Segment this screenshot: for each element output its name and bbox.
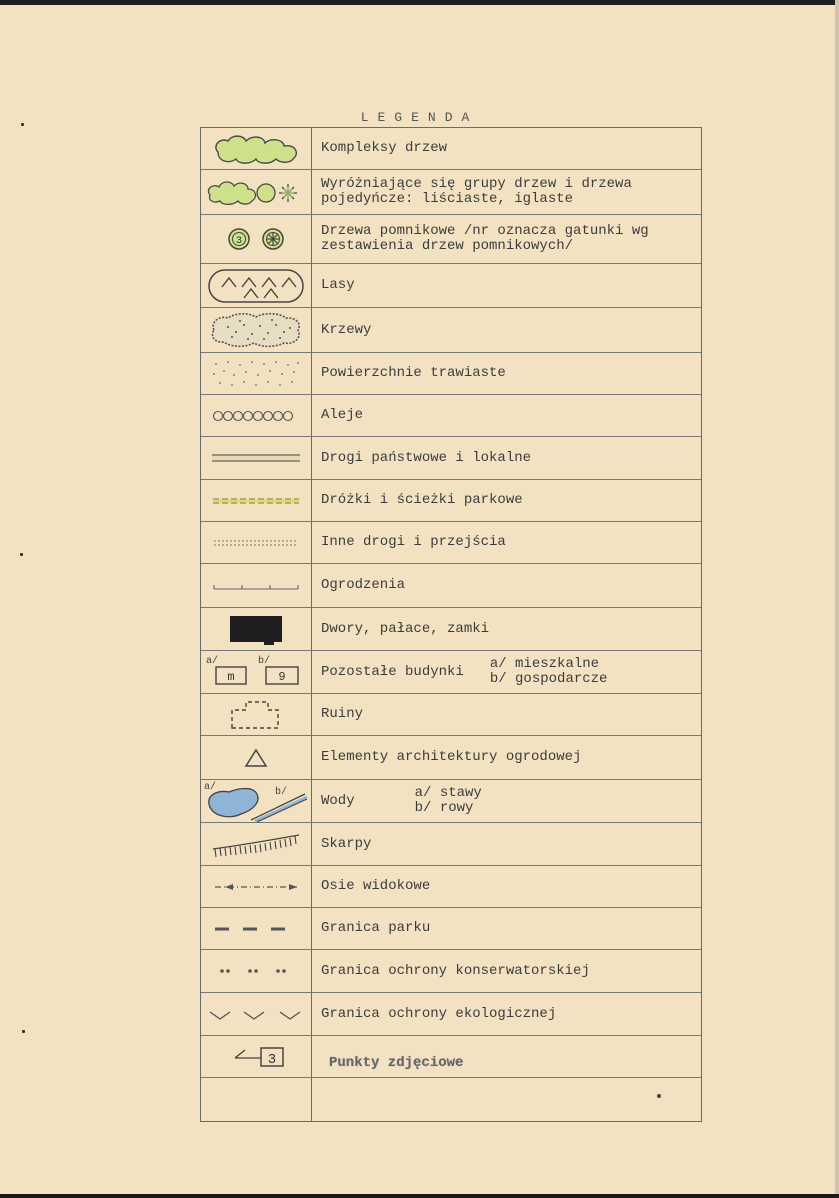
legend-sublabels [415, 786, 482, 816]
alley-icon [201, 395, 311, 436]
legend-row [201, 128, 701, 170]
legend-label: Krzewy [321, 321, 372, 338]
legend-label: Osie widokowe [321, 878, 431, 894]
legend-row [201, 1036, 701, 1078]
state-road-icon [201, 437, 311, 479]
grass-icon [201, 353, 311, 394]
monument-tree-number: 3 [235, 236, 243, 247]
legend-sublabel-a: a/ mieszkalne [489, 656, 600, 672]
legend-row [201, 522, 701, 564]
legend-label: Ogrodzenia [321, 577, 406, 593]
legend-row [201, 170, 701, 215]
ink-dot [657, 1094, 661, 1098]
triangle-icon [201, 736, 311, 779]
view-axis-icon [201, 866, 311, 907]
building-box-b: 9 [278, 670, 286, 684]
escarpment-icon [201, 823, 311, 865]
legend-label: Inne drogi i przejścia [321, 534, 506, 550]
manor-icon [201, 608, 311, 650]
legend-table [200, 127, 702, 1122]
legend-row [201, 608, 701, 651]
legend-row [201, 353, 701, 395]
legend-label: Aleje [321, 407, 364, 423]
legend-sublabels [490, 657, 608, 687]
legend-row [201, 694, 701, 736]
legend-row [201, 564, 701, 608]
building-mark-a: a/ [206, 656, 219, 667]
legend-title: LEGENDA [360, 110, 479, 125]
water-icon [201, 780, 311, 822]
tree-groups-icon [201, 170, 311, 214]
forest-icon [201, 264, 311, 307]
water-mark-a: a/ [204, 782, 217, 793]
legend-row [201, 308, 701, 353]
legend-label: Powierzchnie trawiaste [321, 365, 506, 381]
legend-label: Pozostałe budynki [321, 663, 464, 680]
legend-label: Drogi państwowe i lokalne [321, 449, 532, 466]
margin-mark [20, 553, 23, 556]
park-path-icon [201, 480, 311, 521]
ruins-icon [201, 694, 311, 735]
page-edge-top [0, 0, 839, 5]
shrubs-icon [201, 308, 311, 352]
legend-label: Punkty zdjęciowe [329, 1055, 464, 1071]
tree-complex-icon [201, 128, 311, 169]
legend-row [201, 736, 701, 780]
legend-label: Granica parku [321, 920, 431, 936]
conservation-border-icon [201, 950, 311, 992]
margin-mark [22, 1030, 25, 1033]
legend-row [201, 823, 701, 866]
monument-trees-icon [201, 215, 311, 263]
legend-label: Ruiny [321, 706, 364, 722]
legend-label: Wyróżniające się grupy drzew i drzewa pojedyńcze: liściaste, iglaste [321, 176, 632, 207]
legend-row [201, 480, 701, 522]
legend-label: Skarpy [321, 835, 372, 852]
legend-row [201, 780, 701, 823]
legend-label: Kompleksy drzew [321, 140, 448, 156]
water-mark-b: b/ [275, 787, 288, 798]
legend-row [201, 866, 701, 908]
legend-label: Granica ochrony konserwatorskiej [321, 962, 590, 979]
fence-icon [201, 564, 311, 607]
other-road-icon [201, 522, 311, 563]
legend-row [201, 215, 701, 264]
ecological-border-icon [201, 993, 311, 1035]
building-icon [201, 651, 311, 693]
legend-row [201, 993, 701, 1036]
legend-sublabel-b: b/ gospodarcze [489, 671, 608, 687]
legend-sublabel-a: a/ stawy [414, 785, 482, 801]
legend-label: Dróżki i ścieżki parkowe [321, 492, 523, 508]
photo-point-icon [201, 1036, 311, 1077]
photo-point-number: 3 [267, 1051, 277, 1068]
legend-row [201, 908, 701, 950]
park-border-icon [201, 908, 311, 949]
legend-row-empty [201, 1078, 701, 1120]
legend-label: Dwory, pałace, zamki [321, 620, 490, 637]
legend-label: Wody [321, 792, 355, 809]
legend-label: Granica ochrony ekologicznej [321, 1005, 557, 1022]
legend-row [201, 437, 701, 480]
page-edge-bottom [0, 1194, 839, 1198]
legend-label: Elementy architektury ogrodowej [321, 749, 582, 765]
building-box-a: m [227, 670, 235, 684]
page-edge-right [835, 0, 839, 1198]
legend-label: Drzewa pomnikowe /nr oznacza gatunki wg zestawienia drzew pomnikowych/ [321, 223, 649, 254]
legend-row [201, 395, 701, 437]
legend-sublabel-b: b/ rowy [414, 800, 474, 816]
legend-row [201, 264, 701, 308]
legend-label: Lasy [321, 277, 355, 293]
building-mark-b: b/ [258, 656, 271, 667]
legend-row [201, 950, 701, 993]
legend-row [201, 651, 701, 694]
